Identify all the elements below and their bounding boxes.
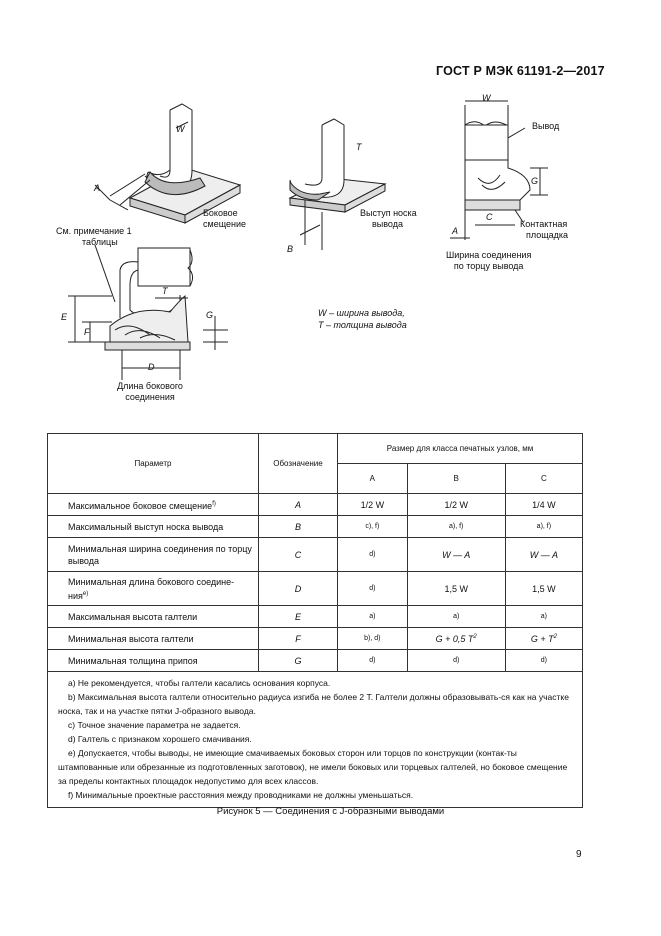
label-D: D (148, 362, 155, 372)
header-size-group: Размер для класса печатных узлов, мм (338, 434, 583, 464)
label-C-right: C (486, 212, 493, 222)
label-A-right: A (452, 226, 459, 236)
label-W-left: W (176, 124, 185, 134)
label-T-bottom: T (162, 286, 168, 296)
header-class-a: A (338, 464, 408, 494)
standard-code: ГОСТ Р МЭК 61191-2—2017 (436, 64, 605, 78)
label-pad: Контактная площадка (520, 219, 569, 240)
table-row: Минимальная толщина припоя G d) d) d) (48, 650, 583, 672)
middle-lead-drawing (290, 119, 385, 250)
table-row: Минимальная высота галтели F b), d) G + 0,5 $T^2$ $G + T^2$ (48, 628, 583, 650)
note-e: e) Допускается, чтобы выводы, не имеющие смачиваемых боковых сторон или торцов по конструкции (контак-ты штампованные или обрезанные из подготовленных заготовок), не имели боковых или торцевых галтелей, но боковое смещение за пределы контактных площадок недопустимо для всех классов. (58, 748, 568, 786)
label-E: E (61, 312, 68, 322)
page-number: 9 (576, 849, 582, 860)
table-row: Минимальная длина бокового соедине-ния$^{e)}$ D d) 1,5 W 1,5 W (48, 572, 583, 606)
header-parameter: Параметр (48, 434, 259, 494)
header-class-c: C (505, 464, 582, 494)
figure-caption: Рисунок 5 — Соединения с J-образными выводами (216, 806, 445, 817)
legend-W: W – ширина вывода, (318, 308, 405, 318)
label-G-right: G (531, 176, 539, 186)
label-toe-overhang: Выступ носка вывода (360, 208, 417, 229)
note-d: d) Галтель с признаком хорошего смачивания. (68, 734, 252, 744)
header-class-b: B (407, 464, 505, 494)
note-f: f) Минимальные проектные расстояния между проводниками не должны уменьшаться. (68, 790, 414, 800)
label-A-left: A (94, 183, 101, 193)
note-c: c) Точное значение параметра не задается. (68, 720, 241, 730)
label-end-joint-width: Ширина соединения по торцу вывода (446, 250, 532, 271)
header-designation: Обозначение (259, 434, 338, 494)
label-W-right: W (482, 93, 491, 103)
note-b: b) Максимальная высота галтели относительно радиуса изгиба не более 2 T. Галтели должны образовывать-ся как на участке носка, так и на участке пятки J-образного вывода. (58, 692, 569, 716)
label-see-note: См. примечание 1 таблицы (56, 226, 132, 247)
label-T-mid: T (356, 142, 362, 152)
note-a: a) Не рекомендуется, чтобы галтели касались основания корпуса. (68, 678, 331, 688)
label-F: F (84, 327, 90, 337)
label-side-joint-length: Длина бокового соединения (117, 381, 183, 402)
side-view-drawing (68, 245, 228, 380)
legend-T: T – толщина вывода (318, 320, 407, 330)
label-side-offset: Боковое смещение (203, 208, 247, 229)
label-G-bottom: G (206, 310, 214, 320)
table-row: Максимальное боковое смещение$^{f)}$ A 1/2 W 1/2 W 1/4 W (48, 494, 583, 516)
label-lead: Вывод (532, 121, 560, 131)
notes-row (48, 672, 583, 808)
table-row: Максимальная высота галтели E a) a) a) (48, 606, 583, 628)
left-lead-drawing (95, 104, 240, 223)
table-row: Минимальная ширина соединения по торцу вывода C d) W — A W — A (48, 538, 583, 572)
label-B-mid: B (287, 244, 294, 254)
parameters-table (47, 433, 583, 808)
table-row: Максимальный выступ носка вывода B c), f) a), f) a), f) (48, 516, 583, 538)
